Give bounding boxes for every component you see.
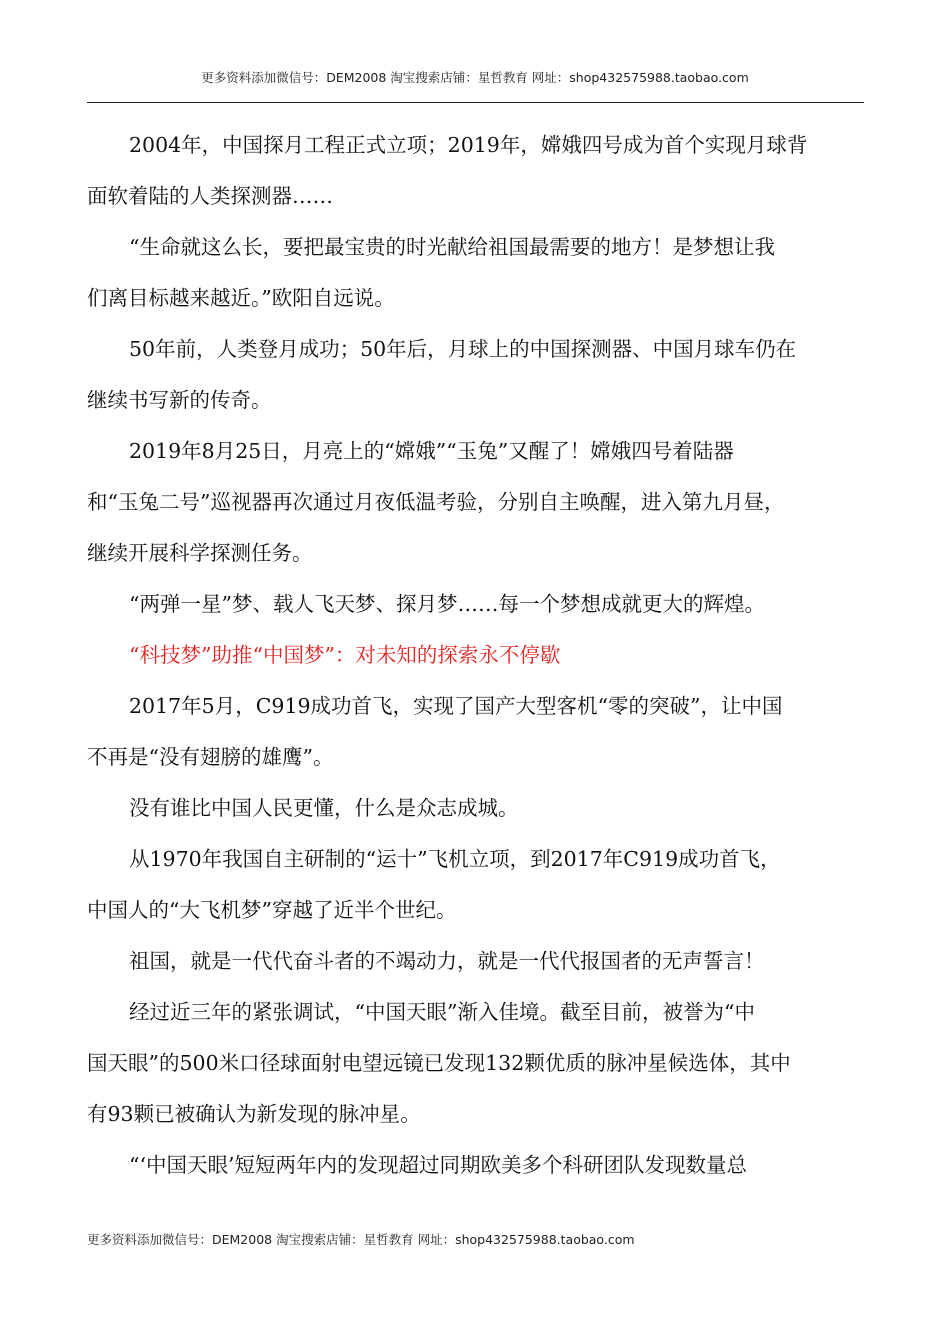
paragraph-line: 面软着陆的人类探测器…… [87,184,333,208]
paragraph-line: 国天眼”的500米口径球面射电望远镜已发现132颗优质的脉冲星候选体，其中 [87,1051,791,1075]
paragraph-line: 不再是“没有翅膀的雄鹰”。 [87,745,334,769]
paragraph [87,1140,864,1191]
paragraph-line: 们离目标越来越近。”欧阳自远说。 [87,286,395,310]
header-rule [87,102,864,103]
paragraph [87,936,864,987]
paragraph-line: 从1970年我国自主研制的“运十”飞机立项，到2017年C919成功首飞， [129,847,781,871]
paragraph-line: 继续书写新的传奇。 [87,388,272,412]
section-heading [87,630,864,681]
page-header: 更多资料添加微信号：DEM2008 淘宝搜索店铺：星哲教育 网址：shop432575988.taobao.com [201,70,749,85]
paragraph [87,834,864,936]
paragraph-line: 祖国，就是一代代奋斗者的不竭动力，就是一代代报国者的无声誓言！ [129,949,765,973]
paragraph [87,579,864,630]
paragraph [87,426,864,579]
paragraph [87,681,864,783]
article-body [87,120,864,1191]
paragraph [87,222,864,324]
paragraph [87,324,864,426]
page-footer: 更多资料添加微信号：DEM2008 淘宝搜索店铺：星哲教育 网址：shop432575988.taobao.com [87,1232,635,1247]
paragraph [87,987,864,1140]
paragraph-line: 2017年5月，C919成功首飞，实现了国产大型客机“零的突破”，让中国 [129,694,783,718]
paragraph-line: “科技梦”助推“中国梦”：对未知的探索永不停歇 [129,643,561,667]
paragraph-line: “生命就这么长，要把最宝贵的时光献给祖国最需要的地方！是梦想让我 [129,235,775,259]
paragraph [87,120,864,222]
paragraph-line: 2004年，中国探月工程正式立项；2019年，嫦娥四号成为首个实现月球背 [129,133,808,157]
paragraph-line: 没有谁比中国人民更懂，什么是众志成城。 [129,796,519,820]
paragraph-line: 中国人的“大飞机梦”穿越了近半个世纪。 [87,898,457,922]
paragraph-line: 50年前，人类登月成功；50年后，月球上的中国探测器、中国月球车仍在 [129,337,797,361]
paragraph-line: 继续开展科学探测任务。 [87,541,313,565]
paragraph-line: 经过近三年的紧张调试，“中国天眼”渐入佳境。截至目前，被誉为“中 [129,1000,755,1024]
paragraph-line: 和“玉兔二号”巡视器再次通过月夜低温考验，分别自主唤醒，进入第九月昼， [87,490,785,514]
paragraph [87,783,864,834]
paragraph-line: 有93颗已被确认为新发现的脉冲星。 [87,1102,421,1126]
paragraph-line: “‘中国天眼’短短两年内的发现超过同期欧美多个科研团队发现数量总 [129,1153,748,1177]
paragraph-line: 2019年8月25日，月亮上的“嫦娥”“玉兔”又醒了！嫦娥四号着陆器 [129,439,734,463]
paragraph-line: “两弹一星”梦、载人飞天梦、探月梦……每一个梦想成就更大的辉煌。 [129,592,765,616]
